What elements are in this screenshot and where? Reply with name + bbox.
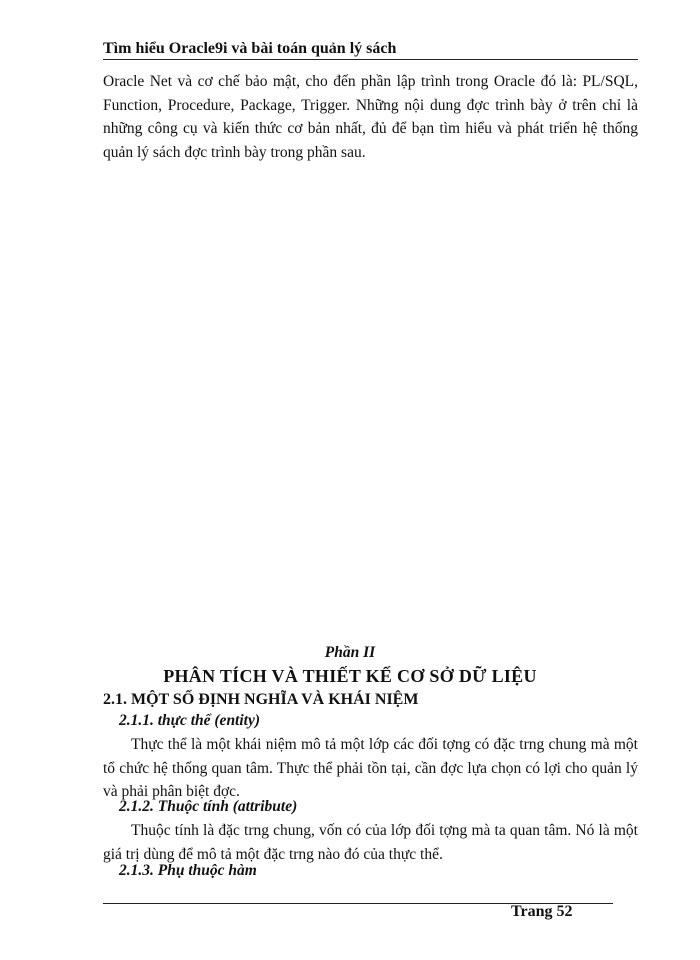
subsection-heading-dependency: 2.1.3. Phụ thuộc hàm [119,862,257,879]
subsection-heading-attribute: 2.1.2. Thuộc tính (attribute) [119,798,298,815]
part-title: PHÂN TÍCH VÀ THIẾT KẾ CƠ SỞ DỮ LIỆU [163,666,537,686]
page-header: Tìm hiểu Oracle9i và bài toán quản lý sách [103,40,397,57]
header-rule [103,59,638,60]
section-title: 2.1. MỘT SỐ ĐỊNH NGHĨA VÀ KHÁI NIỆM [103,691,419,708]
part-label: Phần II [324,644,376,661]
intro-paragraph: Oracle Net và cơ chế bảo mật, cho đến phần lập trình trong Oracle đó là: PL/SQL, Function, Procedure, Package, Trigger. Những nội dung đợc trình bày ở trên chỉ là những công cụ và kiến thức cơ bản nhất, đủ để bạn tìm hiểu và phát triển hệ thống quản lý sách đợc trình bày trong phần sau. [103,73,638,161]
subsection-heading-entity: 2.1.1. thực thể (entity) [119,712,261,729]
subsection-body-entity: Thực thể là một khái niệm mô tả một lớp các đối tợng có đặc trng chung mà một tổ chức hệ thống quan tâm. Thực thể phải tồn tại, cần đợc lựa chọn có lợi cho quản lý và phải phân biệt đợc. [103,736,638,800]
subsection-body-attribute: Thuộc tính là đặc trng chung, vốn có của lớp đối tợng mà ta quan tâm. Nó là một giá trị dùng để mô tả một đặc trng nào đó của thực thể. [103,822,638,863]
page-number: Trang 52 [511,903,573,920]
